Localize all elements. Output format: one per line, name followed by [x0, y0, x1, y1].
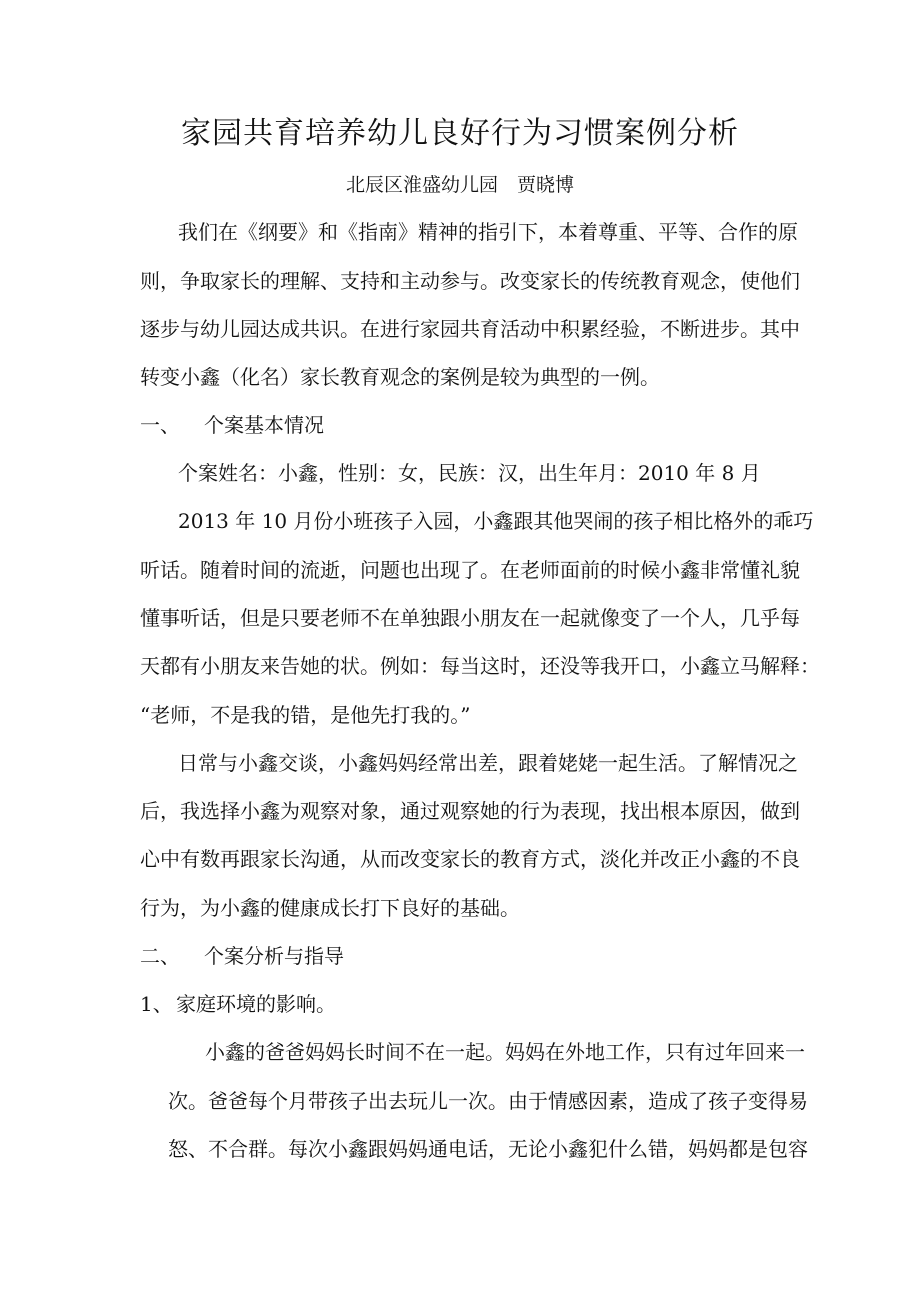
section-2-number: 二、 [140, 944, 180, 968]
section-1-number: 一、 [140, 413, 180, 437]
para1-line: 2013 年 10 月份小班孩子入园，小鑫跟其他哭闹的孩子相比格外的乖巧 [178, 509, 814, 533]
para1-line: “老师，不是我的错，是他先打我的。” [140, 703, 471, 727]
para2-line: 日常与小鑫交谈，小鑫妈妈经常出差，跟着姥姥一起生活。了解情况之 [178, 751, 798, 775]
document-title: 家园共育培养幼儿良好行为习惯案例分析 [181, 116, 739, 151]
intro-line: 我们在《纲要》和《指南》精神的指引下，本着尊重、平等、合作的原 [178, 220, 798, 244]
subsection-1-number: 1、 [140, 992, 173, 1016]
profile-line: 个案姓名：小鑫，性别：女，民族：汉，出生年月：2010 年 8 月 [178, 461, 761, 485]
intro-line: 逐步与幼儿园达成共识。在进行家园共育活动中积累经验，不断进步。其中 [140, 317, 800, 341]
para2-line: 行为，为小鑫的健康成长打下良好的基础。 [140, 896, 520, 920]
intro-line: 转变小鑫（化名）家长教育观念的案例是较为典型的一例。 [140, 365, 660, 389]
para2-line: 后，我选择小鑫为观察对象，通过观察她的行为表现，找出根本原因，做到 [140, 799, 800, 823]
para3-line: 怒、不合群。每次小鑫跟妈妈通电话，无论小鑫犯什么错，妈妈都是包容 [168, 1137, 808, 1161]
author-byline: 北辰区淮盛幼儿园 贾晓博 [345, 174, 574, 196]
section-1-title: 个案基本情况 [204, 413, 324, 437]
para2-line: 心中有数再跟家长沟通，从而改变家长的教育方式，淡化并改正小鑫的不良 [140, 847, 800, 871]
subsection-1-title: 家庭环境的影响。 [176, 992, 336, 1016]
para1-line: 听话。随着时间的流逝，问题也出现了。在老师面前的时候小鑫非常懂礼貌 [140, 558, 800, 582]
para1-line: 懂事听话，但是只要老师不在单独跟小朋友在一起就像变了一个人，几乎每 [140, 606, 800, 630]
section-2-title: 个案分析与指导 [204, 944, 344, 968]
para1-line: 天都有小朋友来告她的状。例如：每当这时，还没等我开口，小鑫立马解释： [140, 654, 820, 678]
intro-line: 则，争取家长的理解、支持和主动参与。改变家长的传统教育观念，使他们 [140, 269, 800, 293]
para3-line: 小鑫的爸爸妈妈长时间不在一起。妈妈在外地工作，只有过年回来一 [205, 1040, 805, 1064]
para3-line: 次。爸爸每个月带孩子出去玩儿一次。由于情感因素，造成了孩子变得易 [168, 1089, 808, 1113]
